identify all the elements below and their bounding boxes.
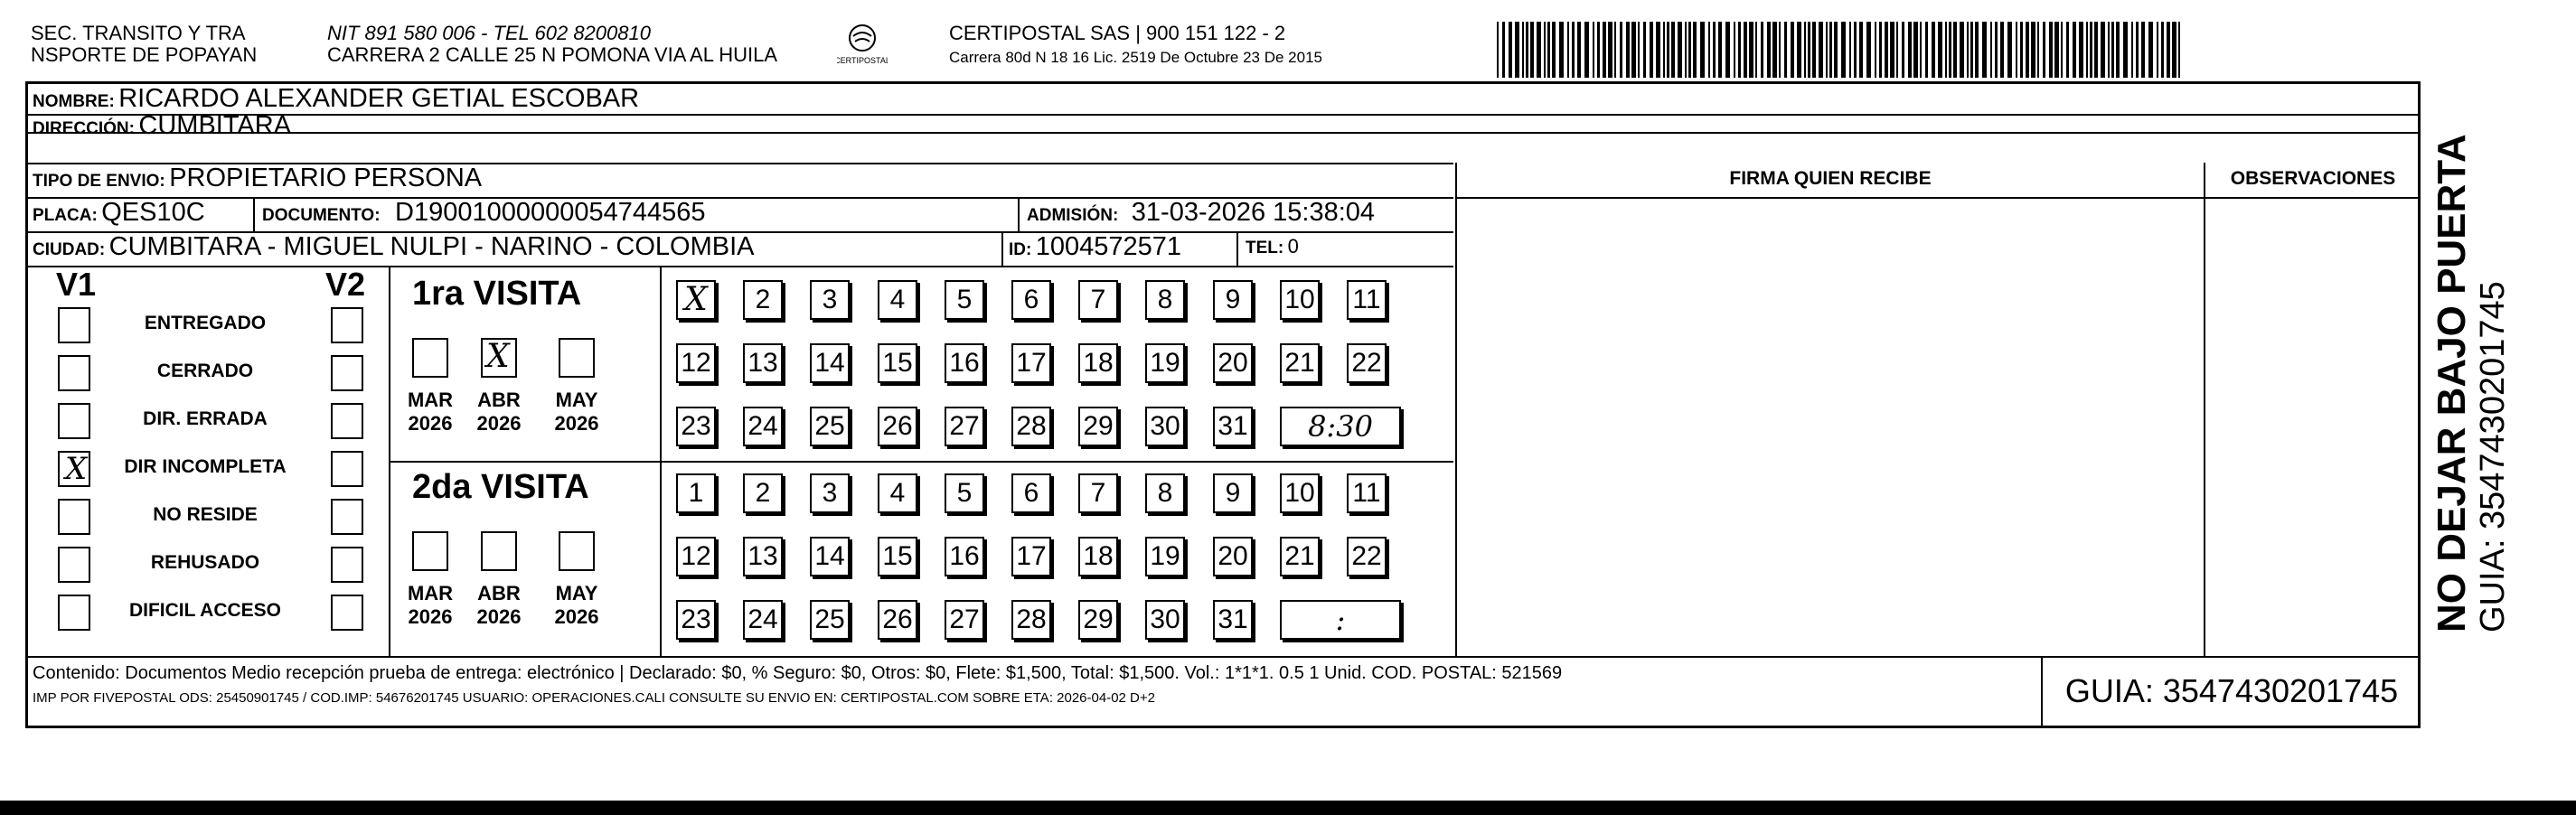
day-box[interactable]: 30 [1145,407,1185,446]
day-box[interactable]: 29 [1078,407,1118,446]
v1-checkbox[interactable] [58,595,90,631]
status-option-label: NO RESIDE [153,504,258,525]
day-box[interactable]: 25 [810,407,850,446]
day-box[interactable]: 7 [1078,473,1118,513]
status-option-label: DIR INCOMPLETA [124,456,287,477]
address-line: CARRERA 2 CALLE 25 N POMONA VIA AL HUILA [327,43,778,66]
logo-text: CERTIPOSTAL [837,56,888,65]
month-label [403,582,457,629]
admision-label: ADMISIÓN: [1027,206,1119,225]
v2-checkbox[interactable] [331,595,363,631]
month-checkbox[interactable] [412,531,448,571]
day-box[interactable]: 8 [1145,280,1185,320]
v1-checkbox[interactable] [58,451,90,487]
direccion-row [33,111,292,140]
id-field [1009,231,1181,267]
v1-header: V1 [56,266,97,303]
day-box[interactable]: 10 [1280,473,1320,513]
month-year: 2026 [408,412,453,435]
day-box[interactable]: 31 [1213,600,1253,640]
documento-label: DOCUMENTO: [262,206,381,225]
month-checkbox[interactable] [559,531,595,571]
tipo-value: PROPIETARIO PERSONA [169,164,483,192]
month-checkbox[interactable] [481,531,517,571]
side-notice [2431,134,2513,632]
documento-value: D19001000000054744565 [395,198,706,227]
day-box[interactable]: 24 [743,407,783,446]
day-box[interactable]: 19 [1145,537,1185,576]
placa-field [33,197,205,232]
firma-header: FIRMA QUIEN RECIBE [1729,168,1932,189]
nombre-row [33,83,639,118]
id-label: ID: [1009,240,1032,259]
v1-checkbox[interactable] [58,499,90,535]
day-box[interactable]: 23 [676,407,716,446]
footer-content-line: Contenido: Documentos Medio recepción prueba de entrega: electrónico | Declarado: $0, % Seguro: $0, Otros: $0, Flete: $1,500, Total: $1,500. Vol.: 1*1*1. 0.5 1 Unid. COD. POSTAL: 521569 [33,663,1563,683]
documento-field [262,197,706,232]
ciudad-label: CIUDAD: [33,240,106,259]
signature-area[interactable] [1457,199,2204,656]
side-guia: GUIA: 3547430201745 [2474,281,2512,632]
day-box[interactable]: 14 [810,537,850,576]
tipo-label: TIPO DE ENVIO: [33,172,165,191]
status-option-label: ENTREGADO [144,313,267,333]
day-box[interactable]: 15 [878,537,917,576]
day-box[interactable]: 11 [1347,280,1387,320]
month-label [472,582,526,629]
day-box[interactable]: 28 [1011,407,1051,446]
day-box[interactable]: 3 [810,473,850,513]
month-name: ABR [477,389,521,411]
month-label [550,389,604,436]
nit-line: NIT 891 580 006 - TEL 602 8200810 [327,22,651,44]
v2-checkbox[interactable] [331,451,363,487]
time-value: 8:30 [1308,409,1373,444]
day-box[interactable]: 22 [1347,537,1387,576]
sender-line-2: NSPORTE DE POPAYAN [31,43,258,66]
month-checkbox[interactable] [481,338,517,378]
day-box[interactable]: 20 [1213,343,1253,383]
license-line: Carrera 80d N 18 16 Lic. 2519 De Octubre 23 De 2015 [949,49,1322,66]
month-name: MAY [555,389,598,411]
v2-checkbox[interactable] [331,499,363,535]
day-box[interactable]: 13 [743,343,783,383]
status-option-label: REHUSADO [150,552,260,573]
status-option-label: CERRADO [156,361,254,381]
month-name: MAR [407,389,454,411]
day-box[interactable]: 31 [1213,407,1253,446]
month-year: 2026 [476,605,522,628]
day-box[interactable]: 12 [676,537,716,576]
bottom-band [0,801,2576,815]
month-check-mark: X [486,338,510,375]
day-box[interactable]: 19 [1145,343,1185,383]
day-box[interactable]: 26 [878,600,917,640]
tel-label: TEL: [1246,239,1284,258]
direccion-value: CUMBITARA [138,111,292,140]
month-year: 2026 [408,605,453,628]
visit1-title: 1ra VISITA [412,275,582,313]
time-box[interactable] [1280,407,1401,446]
v1-checkbox[interactable] [58,355,90,391]
day-box[interactable]: 8 [1145,473,1185,513]
day-box[interactable]: 18 [1078,537,1118,576]
v2-checkbox[interactable] [331,307,363,343]
ciudad-field [33,231,754,267]
time-value: : [1335,603,1346,637]
month-checkbox[interactable] [559,338,595,378]
admision-value: 31-03-2026 15:38:04 [1131,198,1376,227]
month-year: 2026 [554,605,599,628]
day-box[interactable]: 22 [1347,343,1387,383]
visit2-title: 2da VISITA [412,468,589,506]
placa-label: PLACA: [33,206,98,225]
v2-header: V2 [325,266,366,303]
side-no-dejar: NO DEJAR BAJO PUERTA [2430,134,2474,632]
id-value: 1004572571 [1035,232,1182,261]
day-box[interactable]: 28 [1011,600,1051,640]
day-box[interactable]: 30 [1145,600,1185,640]
day-box[interactable]: 20 [1213,537,1253,576]
day-box[interactable]: 11 [1347,473,1387,513]
time-box[interactable] [1280,600,1401,640]
v2-checkbox[interactable] [331,547,363,583]
day-box[interactable]: 17 [1011,343,1051,383]
day-box[interactable]: 4 [878,473,917,513]
v2-checkbox[interactable] [331,355,363,391]
month-year: 2026 [476,412,522,435]
day-box[interactable]: 6 [1011,280,1051,320]
day-box[interactable]: 4 [878,280,917,320]
v1-checkbox[interactable] [58,547,90,583]
day-box[interactable]: 27 [945,407,984,446]
day-box[interactable] [676,280,716,320]
sender-line-1: SEC. TRANSITO Y TRA [31,22,246,44]
day-box[interactable]: 2 [743,280,783,320]
day-box[interactable]: 3 [810,280,850,320]
day-box[interactable]: 29 [1078,600,1118,640]
v1-checkbox[interactable] [58,403,90,439]
observaciones-header: OBSERVACIONES [2230,168,2396,189]
day-box[interactable]: 9 [1213,473,1253,513]
day-box[interactable]: 1 [676,473,716,513]
day-box[interactable]: 13 [743,537,783,576]
month-label [403,389,457,436]
day-box[interactable]: 2 [743,473,783,513]
month-name: ABR [477,582,521,604]
tipo-row [33,163,482,198]
day-box[interactable]: 6 [1011,473,1051,513]
day-box[interactable]: 5 [945,280,984,320]
day-box[interactable]: 18 [1078,343,1118,383]
day-box[interactable]: 27 [945,600,984,640]
certipostal-logo [837,20,888,67]
v1-check-mark: X [65,451,88,487]
ciudad-value: CUMBITARA - MIGUEL NULPI - NARINO - COLOMBIA [108,232,755,261]
status-option-label: DIFICIL ACCESO [128,600,281,621]
day-box[interactable]: 5 [945,473,984,513]
month-name: MAY [555,582,598,604]
nombre-value: RICARDO ALEXANDER GETIAL ESCOBAR [118,84,640,113]
month-label [472,389,526,436]
tel-field [1246,231,1299,265]
day-box[interactable]: 21 [1280,343,1320,383]
day-box[interactable]: 25 [810,600,850,640]
day-box[interactable]: 17 [1011,537,1051,576]
nombre-label: NOMBRE: [33,92,115,111]
company-line: CERTIPOSTAL SAS | 900 151 122 - 2 [949,22,1286,44]
day-box[interactable]: 12 [676,343,716,383]
admision-field [1027,197,1375,232]
day-box[interactable]: 23 [676,600,716,640]
barcode [1497,22,2187,78]
v2-checkbox[interactable] [331,403,363,439]
day-box[interactable]: 7 [1078,280,1118,320]
day-box[interactable]: 16 [945,537,984,576]
footer-print-line: IMP POR FIVEPOSTAL ODS: 25450901745 / COD.IMP: 54676201745 USUARIO: OPERACIONES.CALI CONSULTE SU ENVIO EN: CERTIPOSTAL.COM SOBRE ETA: 2026-04-02 D+2 [33,690,1155,706]
status-option-label: DIR. ERRADA [143,408,268,429]
month-checkbox[interactable] [412,338,448,378]
day-box[interactable]: 15 [878,343,917,383]
day-box[interactable]: 14 [810,343,850,383]
tel-value: 0 [1287,235,1299,258]
month-label [550,582,604,629]
observations-area[interactable] [2205,199,2421,656]
v1-checkbox[interactable] [58,307,90,343]
day-box[interactable]: 10 [1280,280,1320,320]
day-box[interactable]: 24 [743,600,783,640]
day-box[interactable]: 26 [878,407,917,446]
day-check-mark: X [684,281,708,318]
month-name: MAR [407,582,454,604]
month-year: 2026 [554,412,599,435]
direccion-label: DIRECCIÓN: [33,119,135,138]
day-box[interactable]: 21 [1280,537,1320,576]
day-box[interactable]: 9 [1213,280,1253,320]
footer-guia: GUIA: 3547430201745 [2064,672,2399,709]
day-box[interactable]: 16 [945,343,984,383]
placa-value: QES10C [101,198,205,227]
